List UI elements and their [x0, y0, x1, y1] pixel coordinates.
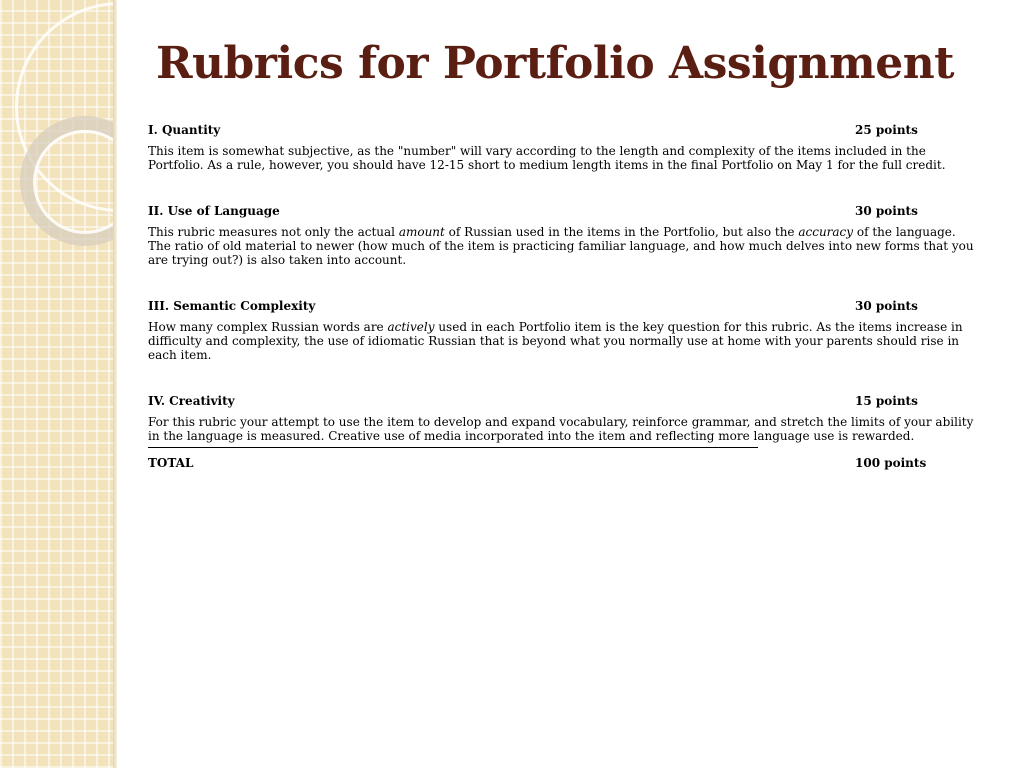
rubric-description — [148, 320, 988, 362]
description-text: How many complex Russian words are — [148, 320, 388, 334]
rubric-label: IV. Creativity — [148, 394, 235, 408]
description-text: used in each Portfolio item is the key question for this rubric. As the items increase in difficulty and complexity, the use of idiomatic Russian that is beyond what you normally use at home with your parents should rise in each item. — [148, 320, 963, 362]
rubric-content — [148, 123, 988, 471]
total-divider — [148, 447, 758, 448]
description-text: of the language. The ratio of old material to newer (how much of the item is practicing familiar language, and how much delves into new forms that you are trying out?) is also taken into account. — [148, 225, 974, 267]
emphasized-text: amount — [398, 225, 445, 239]
total-row — [148, 456, 988, 471]
rubric-heading — [148, 204, 988, 219]
rubric-heading — [148, 123, 988, 138]
rubric-label: III. Semantic Complexity — [148, 299, 316, 313]
rubric-section — [148, 204, 988, 267]
total-label: TOTAL — [148, 456, 194, 470]
rubric-points: 30 points — [855, 204, 918, 218]
description-text: This item is somewhat subjective, as the "number" will vary according to the length and complexity of the items included in the Portfolio. As a rule, however, you should have 12-15 short to medium length items in the final Portfolio on May 1 for the full credit. — [148, 144, 946, 172]
rubric-points: 30 points — [855, 299, 918, 313]
rubric-heading — [148, 299, 988, 314]
side-panel-edge — [113, 0, 117, 768]
emphasized-text: accuracy — [798, 225, 854, 239]
rubric-sections — [148, 123, 988, 443]
rubric-description — [148, 144, 988, 172]
decorative-side-panel — [0, 0, 113, 768]
rubric-section — [148, 123, 988, 172]
description-text: This rubric measures not only the actual — [148, 225, 399, 239]
rubric-heading — [148, 394, 988, 409]
rubric-section — [148, 394, 988, 443]
rubric-description — [148, 225, 988, 267]
rubric-label: II. Use of Language — [148, 204, 280, 218]
rubric-description — [148, 415, 988, 443]
description-text: of Russian used in the items in the Portfolio, but also the — [444, 225, 799, 239]
rubric-points: 15 points — [855, 394, 918, 408]
description-text: For this rubric your attempt to use the item to develop and expand vocabulary, reinforce grammar, and stretch the limits of your ability in the language is measured. Creative use of media incorporated into the item and reflecting more language use is rewarded. — [148, 415, 974, 443]
emphasized-text: actively — [387, 320, 435, 334]
rubric-points: 25 points — [855, 123, 918, 137]
total-points: 100 points — [855, 456, 927, 470]
rubric-label: I. Quantity — [148, 123, 221, 137]
page-title: Rubrics for Portfolio Assignment — [155, 38, 955, 89]
rubric-section — [148, 299, 988, 362]
